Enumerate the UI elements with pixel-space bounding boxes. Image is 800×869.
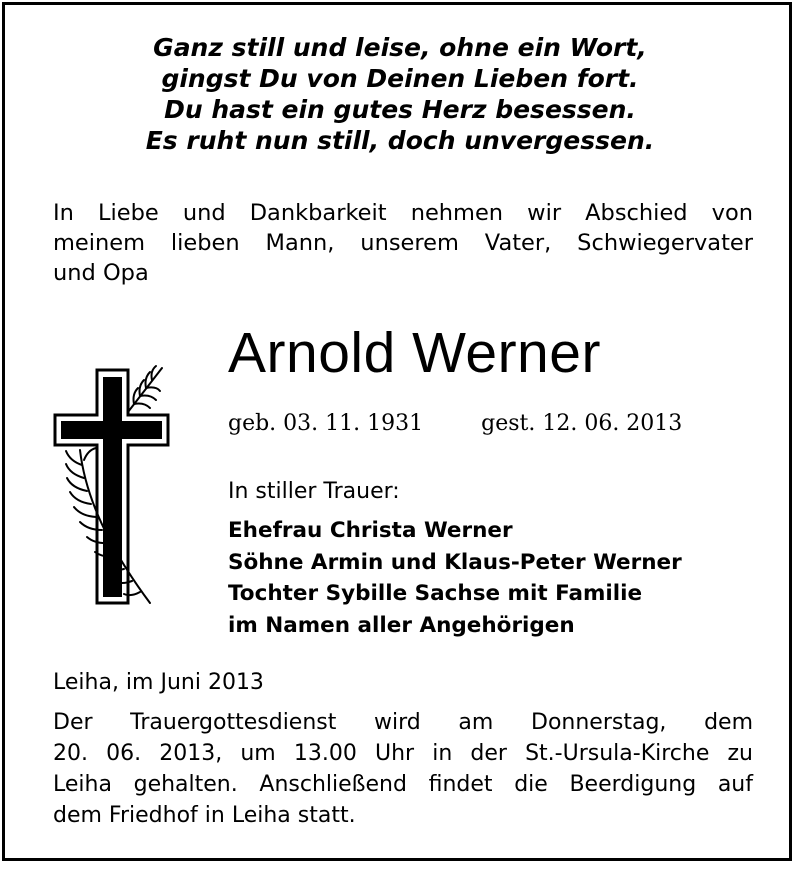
palm-frond-top (128, 366, 162, 412)
cross-shape (55, 370, 168, 603)
mourning-heading: In stiller Trauer: (228, 479, 400, 504)
poem-line: Es ruht nun still, doch unvergessen. (145, 126, 655, 155)
intro-line: In Liebe und Dankbarkeit nehmen wir Abschied von (53, 200, 753, 226)
birth-date: geb. 03. 11. 1931 (228, 411, 424, 436)
life-dates (228, 409, 682, 439)
service-line: Leiha gehalten. Anschließend findet die Beerdigung auf (53, 772, 753, 797)
family-member: im Namen aller Angehörigen (228, 612, 575, 638)
cross-with-palm-branch-icon (50, 360, 170, 610)
family-member: Ehefrau Christa Werner (228, 518, 513, 543)
poem-line: gingst Du von Deinen Lieben fort. (161, 64, 639, 93)
poem (0, 32, 800, 156)
poem-line: Ganz still und leise, ohne ein Wort, (153, 33, 647, 62)
place-date: Leiha, im Juni 2013 (53, 670, 264, 695)
deceased-name: Arnold Werner (228, 321, 601, 385)
poem-line: Du hast ein gutes Herz besessen. (164, 95, 636, 124)
service-notice (53, 707, 753, 831)
intro-text (53, 198, 753, 288)
service-line: 20. 06. 2013, um 13.00 Uhr in der St.-Ursula-Kirche zu (53, 741, 753, 766)
family-member: Tochter Sybille Sachse mit Familie (228, 581, 643, 606)
death-date: gest. 12. 06. 2013 (481, 411, 683, 436)
intro-line: und Opa (53, 260, 149, 286)
family-member: Söhne Armin und Klaus-Peter Werner (228, 549, 682, 575)
intro-line: meinem lieben Mann, unserem Vater, Schwiegervater (53, 230, 753, 256)
service-line: Der Trauergottesdienst wird am Donnerstag, dem (53, 710, 753, 735)
family-list (228, 515, 682, 641)
service-line: dem Friedhof in Leiha statt. (53, 803, 356, 828)
